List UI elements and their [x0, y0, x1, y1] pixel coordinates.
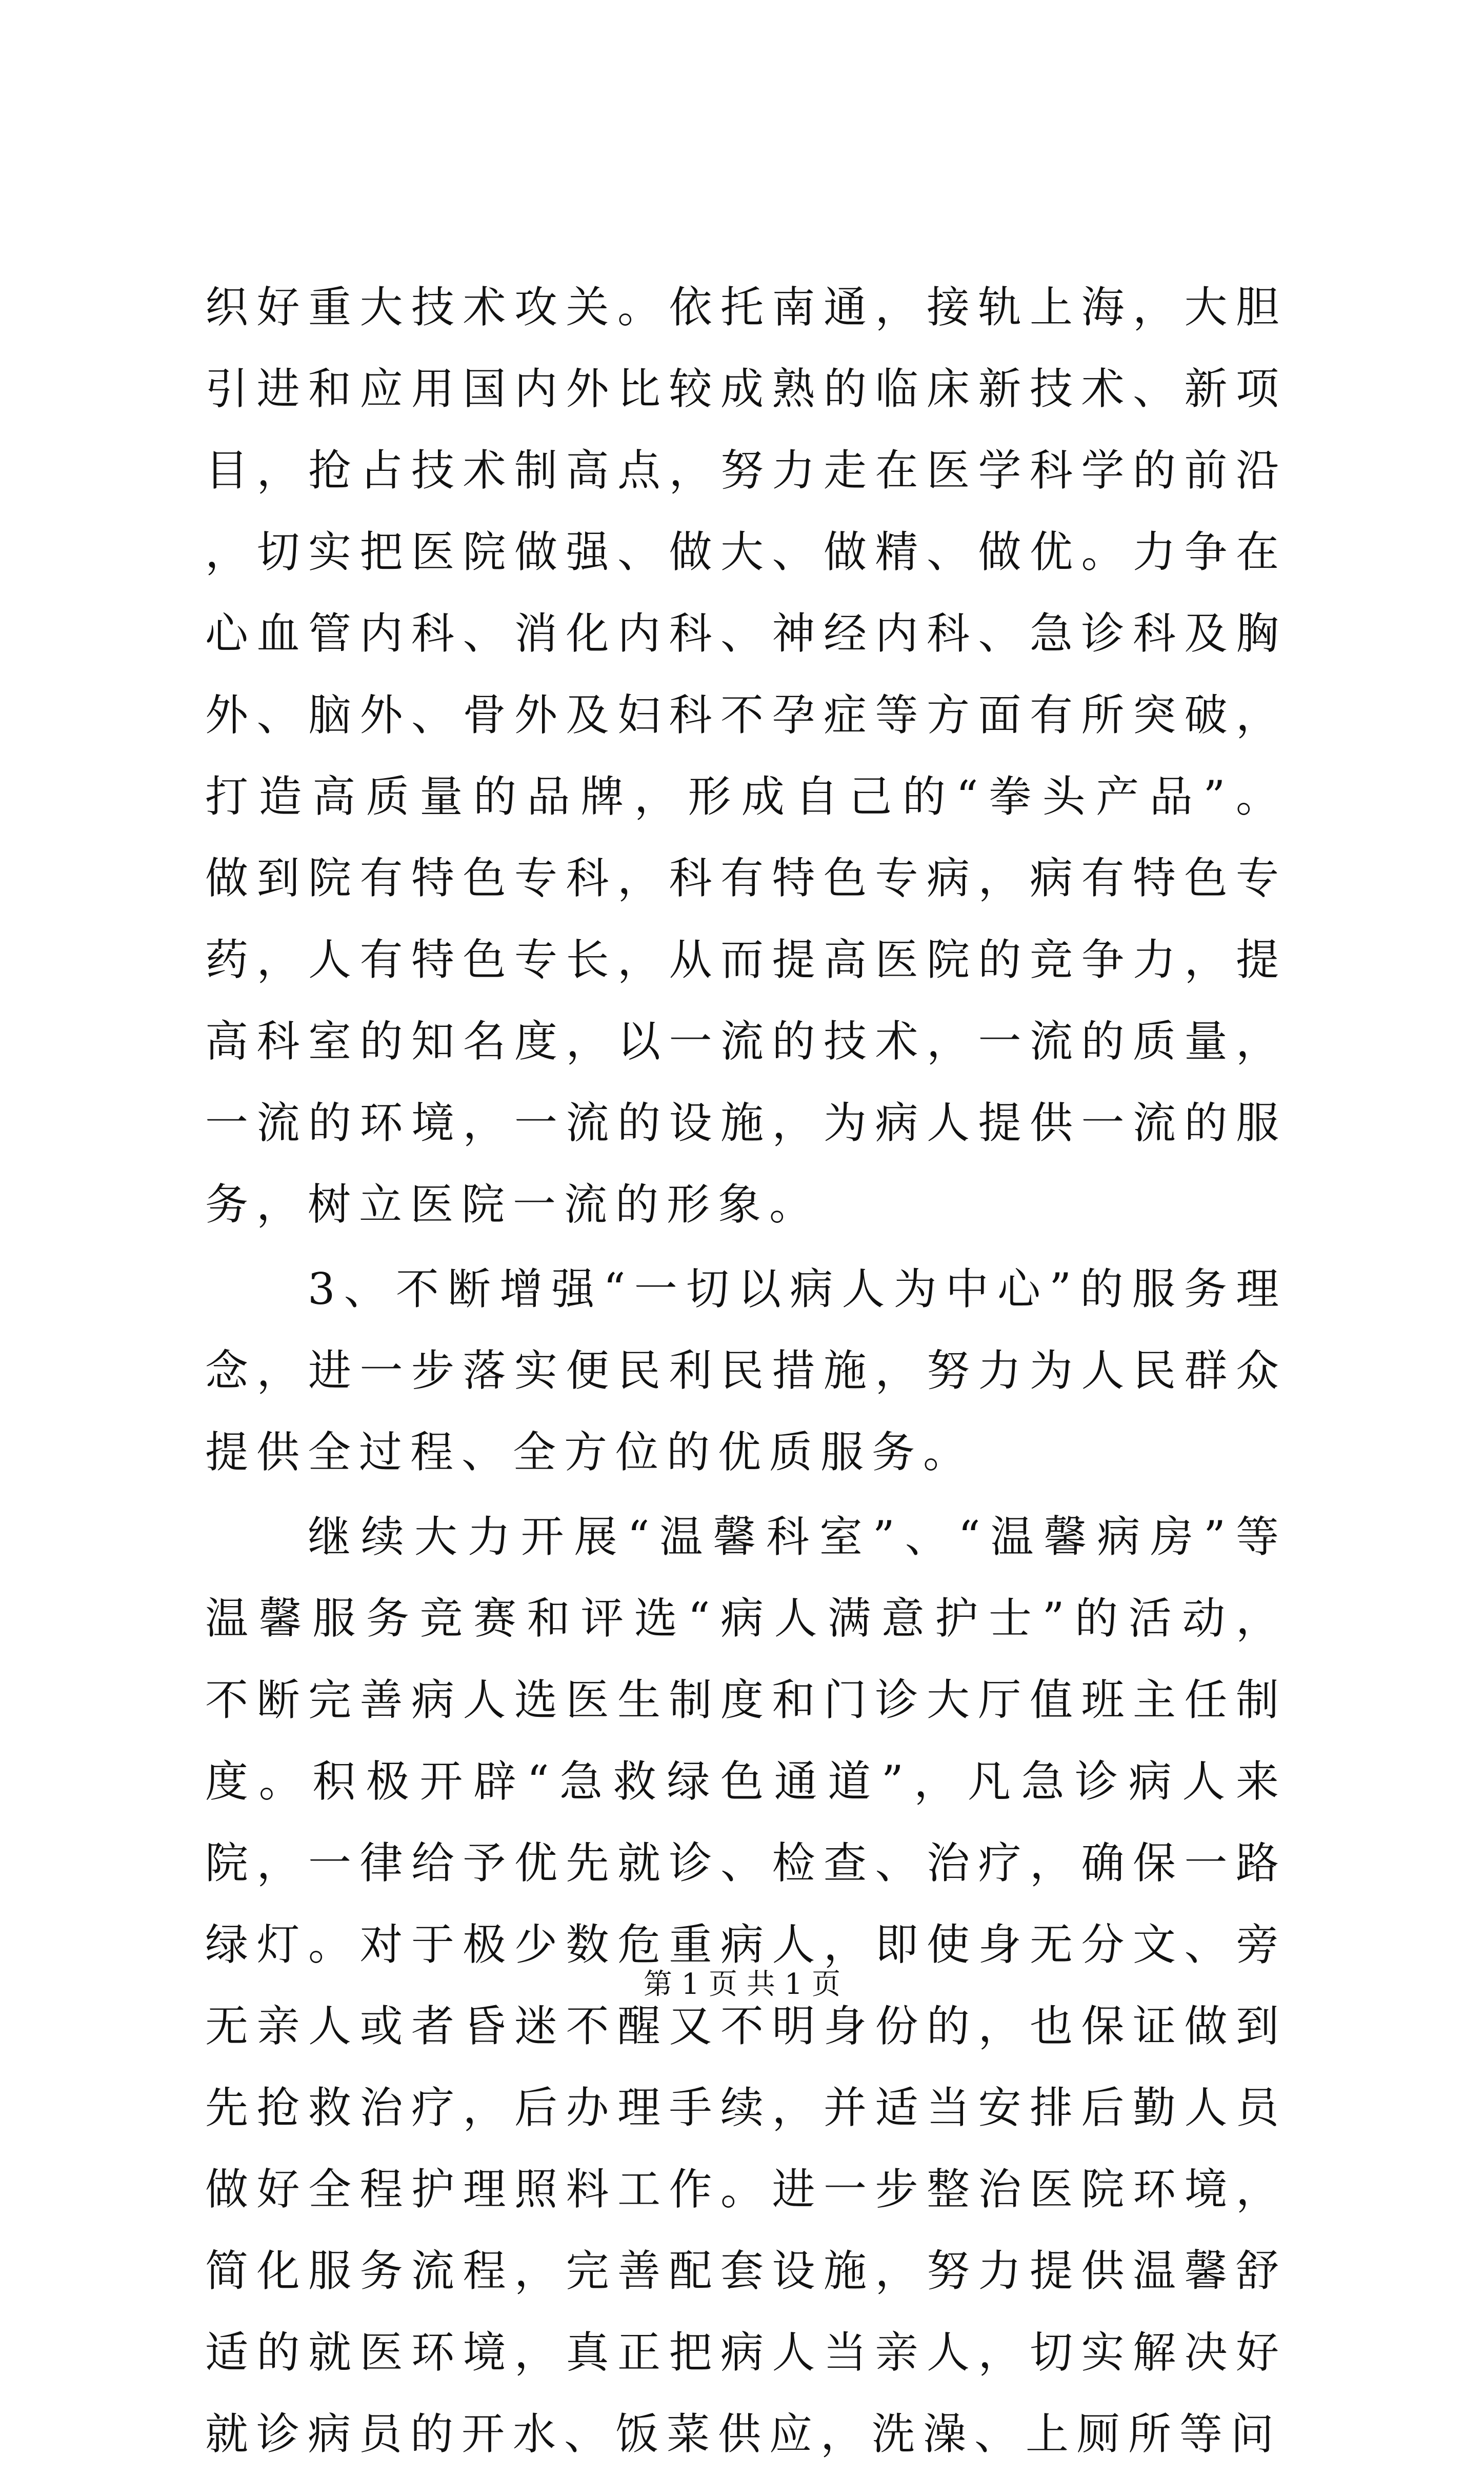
paragraph-2: 3、不断增强“一切以病人为中心”的服务理念，进一步落实便民利民措施，努力为人民群众提供全过程、全方位的优质服务。: [205, 1264, 1287, 1477]
paragraph-3: 继续大力开展“温馨科室”、“温馨病房”等温馨服务竞赛和评选“病人满意护士”的活动，不断完善病人选医生制度和门诊大厅值班主任制度。积极开辟“急救绿色通道”，凡急诊病人来院，一律给予优先就诊、检查、治疗，确保一路绿灯。对于极少数危重病人，即使身无分文、旁无亲人或者昏迷不醒又不明身份的，也保证做到先抢救治疗，后办理手续，并适当安排后勤人员做好全程护理照料工作。进一步整治医院环境，简化服务流程，完善配套设施，努力提供温馨舒适的就医环境，真正把病人当亲人，切实解决好就诊病员的开水、饭菜供应，洗澡、上厕所等问: [205, 1512, 1287, 2459]
page-footer: 第 1 页 共 1 页: [643, 1968, 841, 2001]
paragraph-1: 织好重大技术攻关。依托南通，接轨上海，大胆引进和应用国内外比较成熟的临床新技术、新项目，抢占技术制高点，努力走在医学科学的前沿，切实把医院做强、做大、做精、做优。力争在心血管内科、消化内科、神经内科、急诊科及胸外、脑外、骨外及妇科不孕症等方面有所突破，打造高质量的品牌，形成自己的“拳头产品”。做到院有特色专科，科有特色专病，病有特色专药，人有特色专长，从而提高医院的竞争力，提高科室的知名度，以一流的技术，一流的质量，一流的环境，一流的设施，为病人提供一流的服务，树立医院一流的形象。: [205, 282, 1287, 1230]
